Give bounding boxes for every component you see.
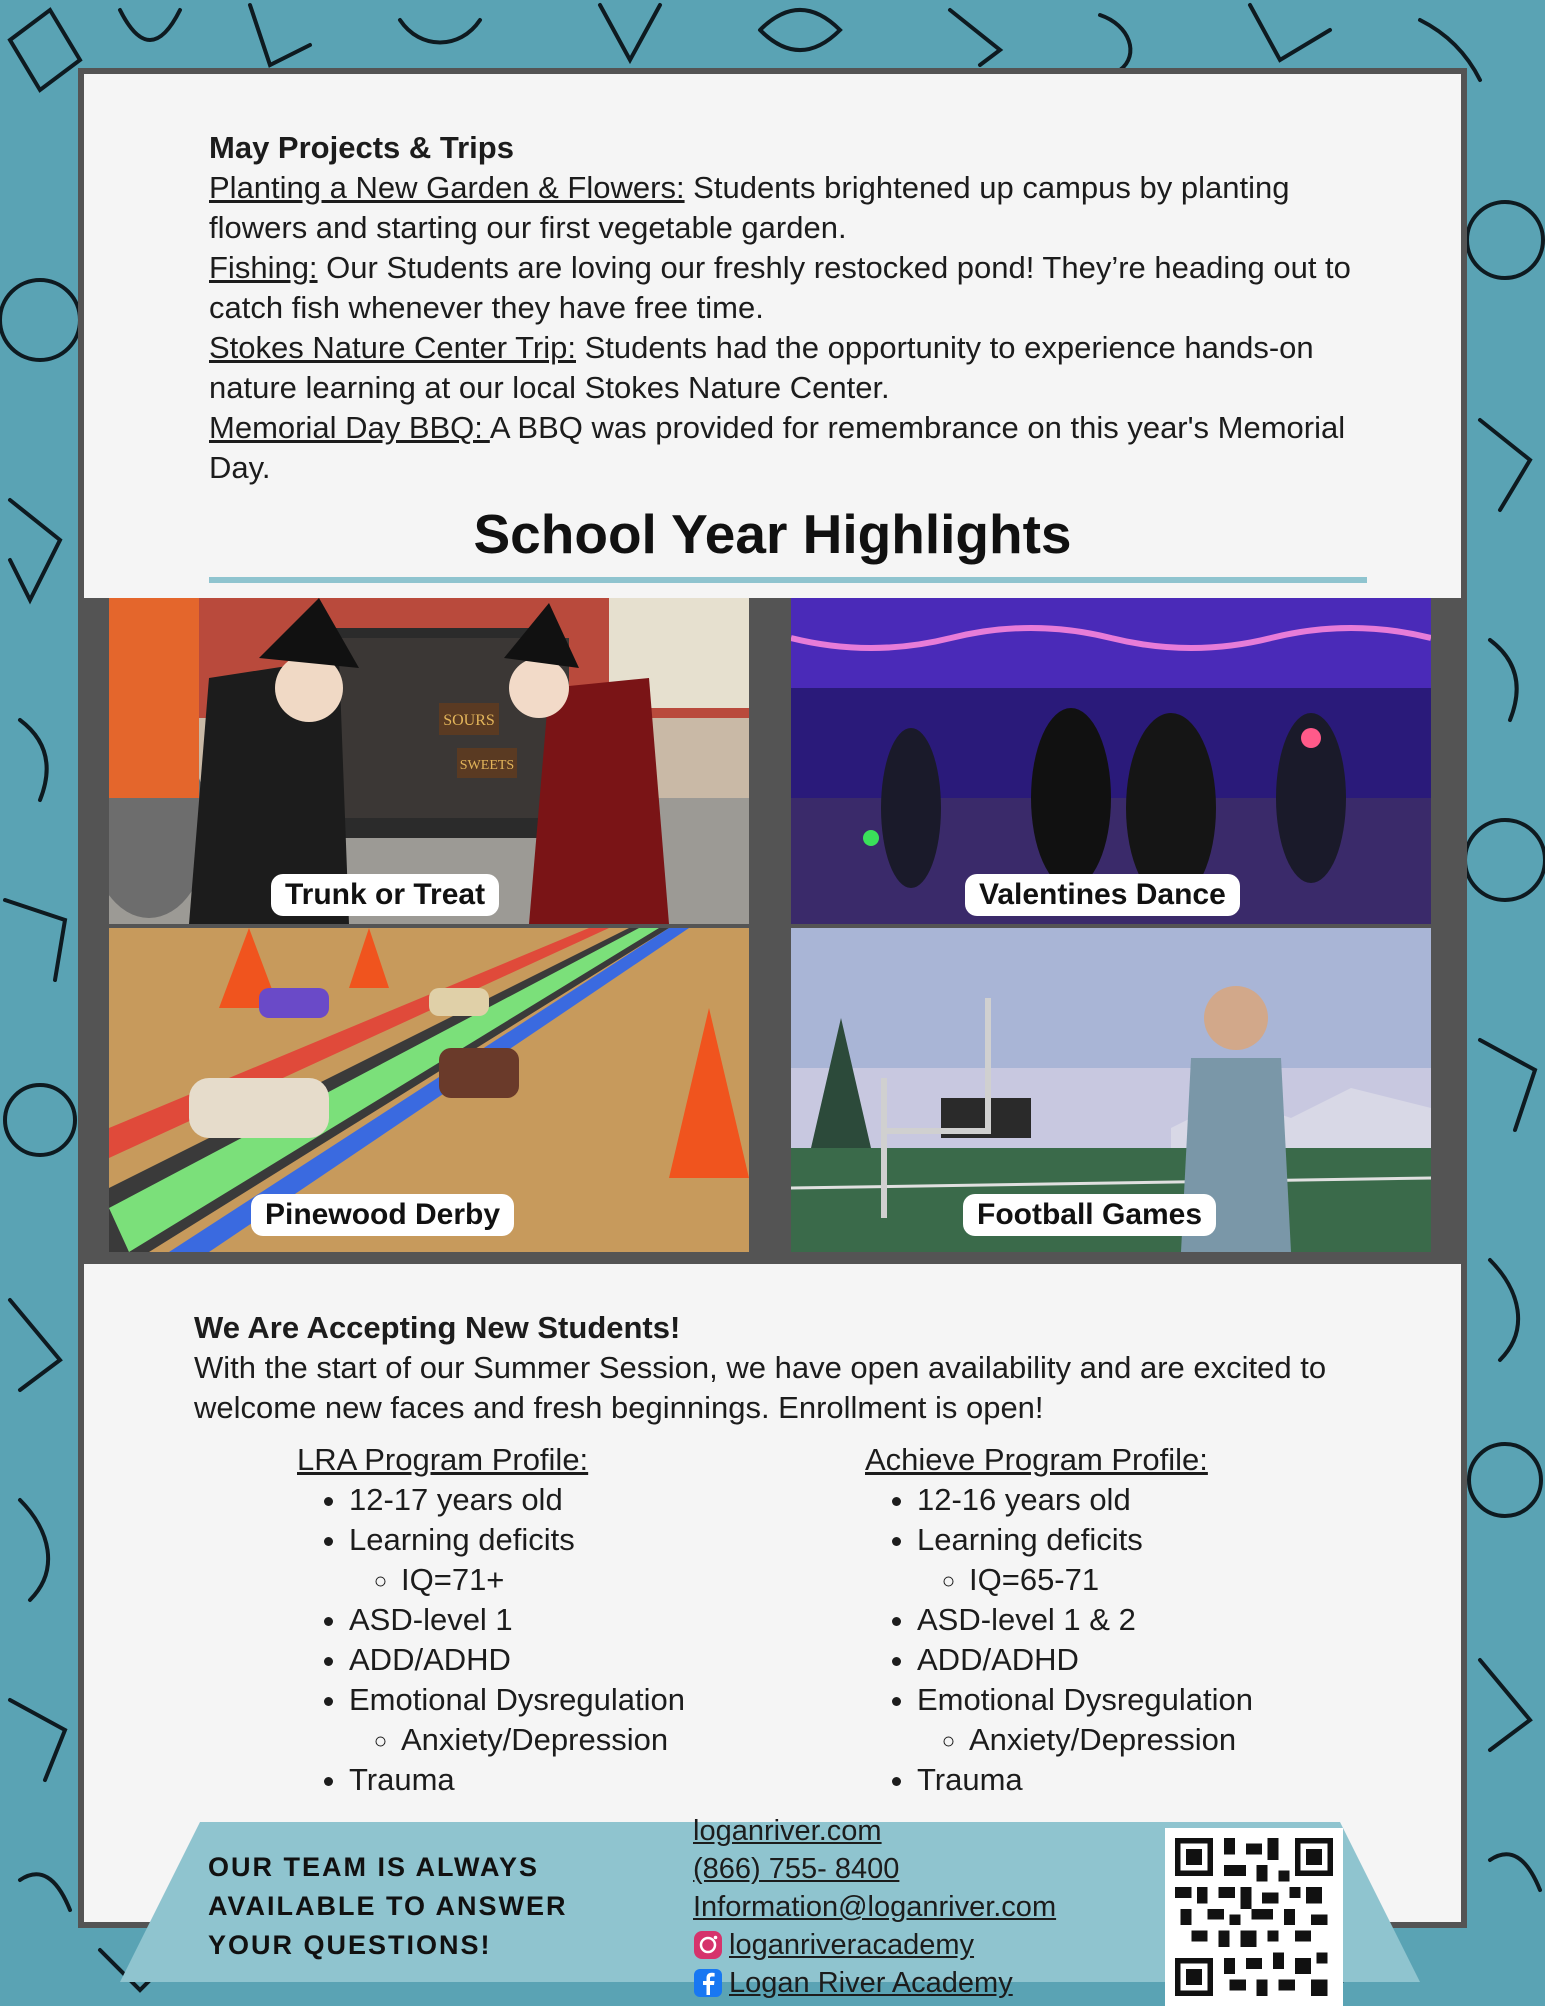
project-item-fishing: Fishing: Our Students are loving our freshly restocked pond! They’re heading out to catch fish whenever they have free time. — [209, 250, 1351, 325]
instagram-icon — [693, 1930, 723, 1960]
achieve-program-profile — [865, 1440, 1253, 1800]
may-projects-heading: May Projects & Trips — [209, 130, 514, 165]
newsletter-page — [78, 68, 1467, 1928]
qr-code[interactable] — [1165, 1828, 1343, 2006]
highlights-title: School Year Highlights — [473, 503, 1072, 565]
photo-football-games — [791, 928, 1431, 1252]
list-item: • Trauma — [349, 1760, 685, 1800]
list-item: • 12-16 years old — [917, 1480, 1253, 1520]
phone-link[interactable]: (866) 755- 8400 — [693, 1853, 900, 1885]
may-projects-section — [209, 128, 1389, 488]
highlights-divider — [209, 577, 1367, 583]
list-item: • Trauma — [917, 1760, 1253, 1800]
list-item: • ASD-level 1 — [349, 1600, 685, 1640]
caption-valentines-dance: Valentines Dance — [965, 874, 1240, 916]
list-item: • ASD-level 1 & 2 — [917, 1600, 1253, 1640]
caption-pinewood-derby: Pinewood Derby — [251, 1194, 514, 1236]
photo-pinewood-derby — [109, 928, 749, 1252]
sweets-sign: SWEETS — [459, 758, 515, 773]
enrollment-heading: We Are Accepting New Students! — [194, 1310, 681, 1345]
enrollment-section — [194, 1308, 1394, 1428]
list-item: • Learning deficits ◦ IQ=71+ — [349, 1520, 685, 1600]
enrollment-text: With the start of our Summer Session, we have open availability and are excited to welcome new faces and fresh beginnings. Enrollment is open! — [194, 1350, 1327, 1425]
photo-valentines-dance — [791, 598, 1431, 924]
facebook-icon — [693, 1968, 723, 1998]
achieve-profile-title: Achieve Program Profile: — [865, 1442, 1208, 1477]
project-item-bbq: Memorial Day BBQ: A BBQ was provided for remembrance on this year's Memorial Day. — [209, 410, 1346, 485]
list-item: • Emotional Dysregulation ◦ Anxiety/Depression — [349, 1680, 685, 1760]
footer-tagline: OUR TEAM IS ALWAYS AVAILABLE TO ANSWER YOUR QUESTIONS! — [208, 1852, 568, 1960]
qr-code-icon — [1175, 1838, 1333, 1996]
website-link[interactable]: loganriver.com — [693, 1815, 882, 1847]
list-item: • 12-17 years old — [349, 1480, 685, 1520]
list-item: • Emotional Dysregulation ◦ Anxiety/Depression — [917, 1680, 1253, 1760]
project-item-stokes: Stokes Nature Center Trip: Students had the opportunity to experience hands-on nature learning at our local Stokes Nature Center. — [209, 330, 1314, 405]
project-item-garden: Planting a New Garden & Flowers: Students brightened up campus by planting flowers and starting our first vegetable garden. — [209, 170, 1290, 245]
list-item: • ADD/ADHD — [349, 1640, 685, 1680]
list-item: • Learning deficits ◦ IQ=65-71 — [917, 1520, 1253, 1600]
photo-grid — [84, 598, 1461, 1264]
lra-profile-title: LRA Program Profile: — [297, 1442, 589, 1477]
list-item: ◦ IQ=65-71 — [969, 1560, 1253, 1600]
list-item: ◦ Anxiety/Depression — [401, 1720, 685, 1760]
caption-trunk-or-treat: Trunk or Treat — [271, 874, 499, 916]
contact-links — [693, 1812, 1056, 2002]
email-link[interactable]: Information@loganriver.com — [693, 1891, 1057, 1923]
facebook-link[interactable]: Logan River Academy — [693, 1964, 1056, 2002]
photo-trunk-or-treat — [109, 598, 749, 924]
instagram-link[interactable]: loganriveracademy — [693, 1926, 1056, 1964]
lra-program-profile — [297, 1440, 685, 1800]
list-item: ◦ Anxiety/Depression — [969, 1720, 1253, 1760]
list-item: ◦ IQ=71+ — [401, 1560, 685, 1600]
list-item: • ADD/ADHD — [917, 1640, 1253, 1680]
caption-football-games: Football Games — [963, 1194, 1216, 1236]
sours-sign: SOURS — [443, 712, 495, 729]
